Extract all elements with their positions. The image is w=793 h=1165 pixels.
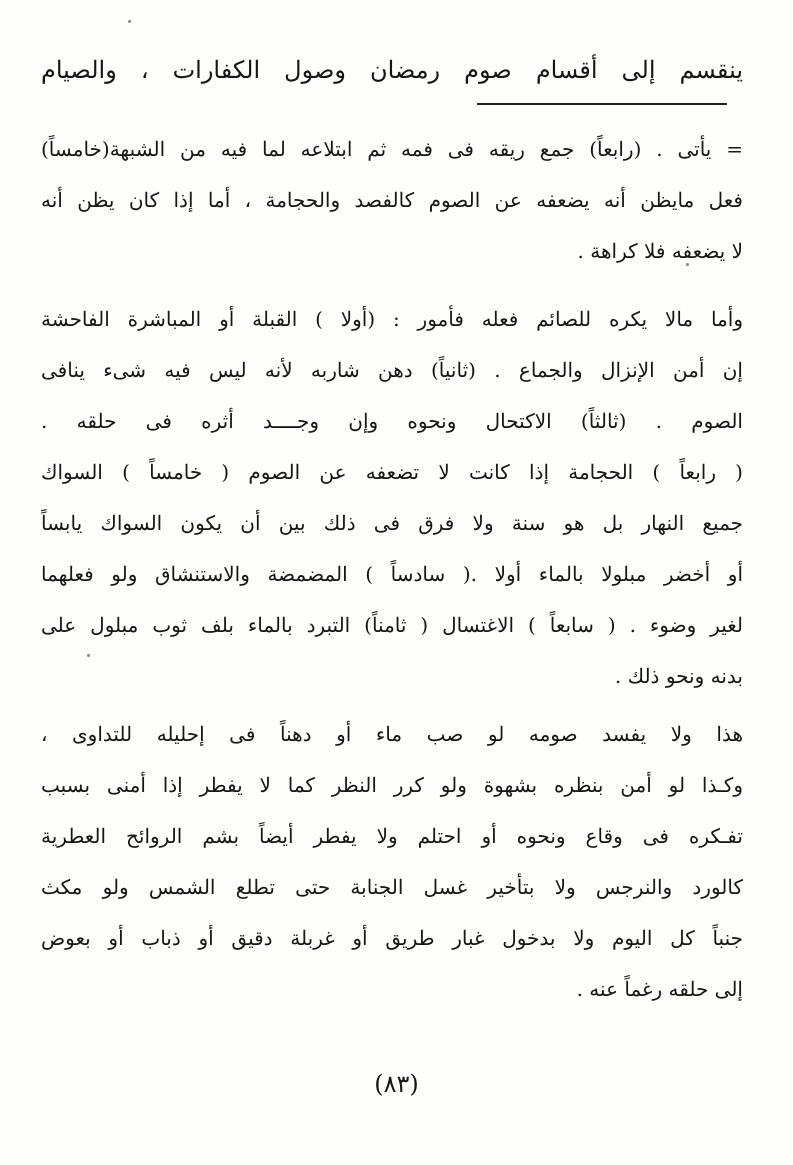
text-line: كالورد والنرجس ولا بتأخير غسل الجنابة حتى تطلع الشمس ولو مكث	[41, 875, 743, 899]
scan-speck	[128, 20, 131, 23]
text-line: وكـذا لو أمن بنظره بشهوة ولو كرر النظر كما لا يفطر إذا أمنى بسبب	[41, 773, 743, 797]
text-line: جنباً كل اليوم ولا بدخول غبار طريق أو غربلة دقيق أو ذباب أو بعوض	[41, 926, 743, 950]
text-line: لا يضعفه فلا كراهة .	[577, 239, 743, 263]
paragraph-2	[41, 294, 743, 702]
paragraph-3	[41, 709, 743, 1015]
text-line: وأما مالا يكره للصائم فعله فأمور : (أولا ) القبلة أو المباشرة الفاحشة	[41, 307, 743, 331]
text-line: = يأتى . (رابعاً) جمع ريقه فى فمه ثم ابتلاعه لما فيه من الشبهة(خامساً)	[41, 137, 743, 161]
text-line: تفـكره فى وقاع ونحوه أو احتلم ولا يفطر أيضاً بشم الروائح العطرية	[41, 824, 743, 848]
text-line: جميع النهار بل هو سنة ولا فرق فى ذلك بين أن يكون السواك يابساً	[41, 511, 743, 535]
text-line: هذا ولا يفسد صومه لو صب ماء أو دهناً فى إحليله للتداوى ،	[41, 722, 743, 746]
text-line: ( رابعاً ) الحجامة إذا كانت لا تضعفه عن الصوم ( خامساً ) السواك	[41, 460, 743, 484]
text-line: إن أمن الإنزال والجماع . (ثانياً) دهن شاربه لأنه ليس فيه شىء ينافى	[41, 358, 743, 382]
text-line: إلى حلقه رغماً عنه .	[576, 977, 743, 1001]
text-line: فعل مايظن أنه يضعفه عن الصوم كالفصد والحجامة ، أما إذا كان يظن أنه	[41, 188, 743, 212]
scan-speck	[87, 654, 90, 657]
text-line: أو أخضر مبلولا بالماء أولا .( سادساً ) المضمضة والاستنشاق ولو فعلهما	[41, 562, 743, 586]
text-line: الصوم . (ثالثاً) الاكتحال ونحوه وإن وجــــد أثره فى حلقه .	[41, 409, 743, 433]
scan-speck	[686, 263, 689, 266]
running-head: ينقسم إلى أقسام صوم رمضان وصول الكفارات ، والصيام	[41, 56, 743, 84]
text-line: لغير وضوء . ( سابعاً ) الاغتسال ( ثامناً) التبرد بالماء بلف ثوب مبلول على	[41, 613, 743, 637]
paragraph-1	[41, 124, 743, 277]
text-line: بدنه ونحو ذلك .	[614, 664, 743, 688]
page-number: (٨٣)	[374, 1070, 419, 1098]
header-rule	[477, 103, 727, 105]
